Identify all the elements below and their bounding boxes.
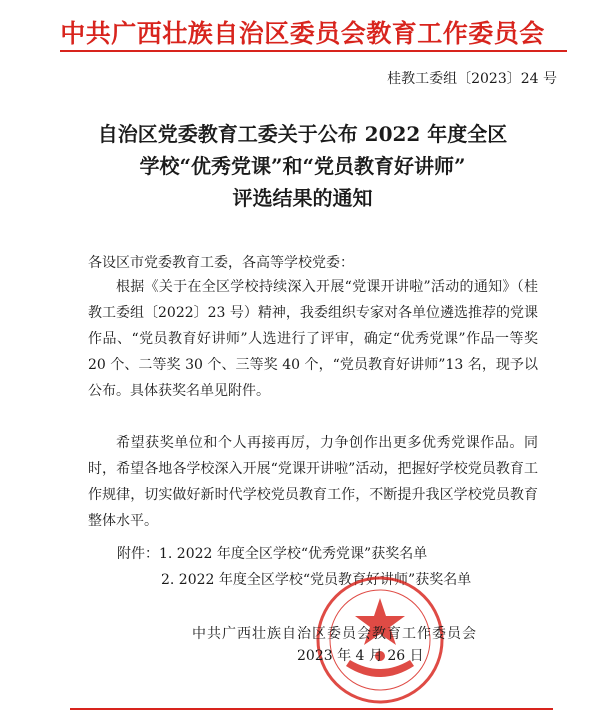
header-red-rule — [60, 50, 567, 52]
body-paragraph-1: 根据《关于在全区学校持续深入开展“党课开讲啦”活动的通知》（桂教工委组〔2022〕23 号）精神，我委组织专家对各单位遴选推荐的党课作品、“党员教育好讲师”人选进行了评审，确定“优秀党课”作品一等奖 20 个、二等奖 30 个、三等奖 40 个，“党员教育好讲师”13 名，现予以公布。具体获奖名单见附件。 — [88, 279, 538, 399]
attachment-item-1: 附件：1. 2022 年度全区学校“优秀党课”获奖名单 — [117, 546, 428, 562]
document-title — [0, 118, 605, 214]
signature-org: 中共广西壮族自治区委员会教育工作委员会 — [192, 626, 477, 642]
issuing-org-header: 中共广西壮族自治区委员会教育工作委员会 — [60, 19, 545, 48]
footer-red-rule — [70, 708, 553, 710]
body-paragraph-2: 希望获奖单位和个人再接再厉，力争创作出更多优秀党课作品。同时，希望各地各学校深入开展“党课开讲啦”活动，把握好学校党员教育工作规律，切实做好新时代学校党员教育工作，不断提升我区学校党员教育整体水平。 — [88, 435, 538, 529]
attachment-item-2: 2. 2022 年度全区学校“党员教育好讲师”获奖名单 — [161, 572, 472, 588]
signature-date: 2023 年 4 月 26 日 — [297, 648, 424, 664]
document-number: 桂教工委组〔2023〕24 号 — [387, 71, 557, 87]
title-line-3: 评选结果的通知 — [232, 186, 373, 210]
title-line-1: 自治区党委教育工委关于公布 2022 年度全区 — [97, 122, 508, 146]
salutation: 各设区市党委教育工委，各高等学校党委： — [88, 255, 354, 271]
title-line-2: 学校“优秀党课”和“党员教育好讲师” — [139, 154, 466, 178]
